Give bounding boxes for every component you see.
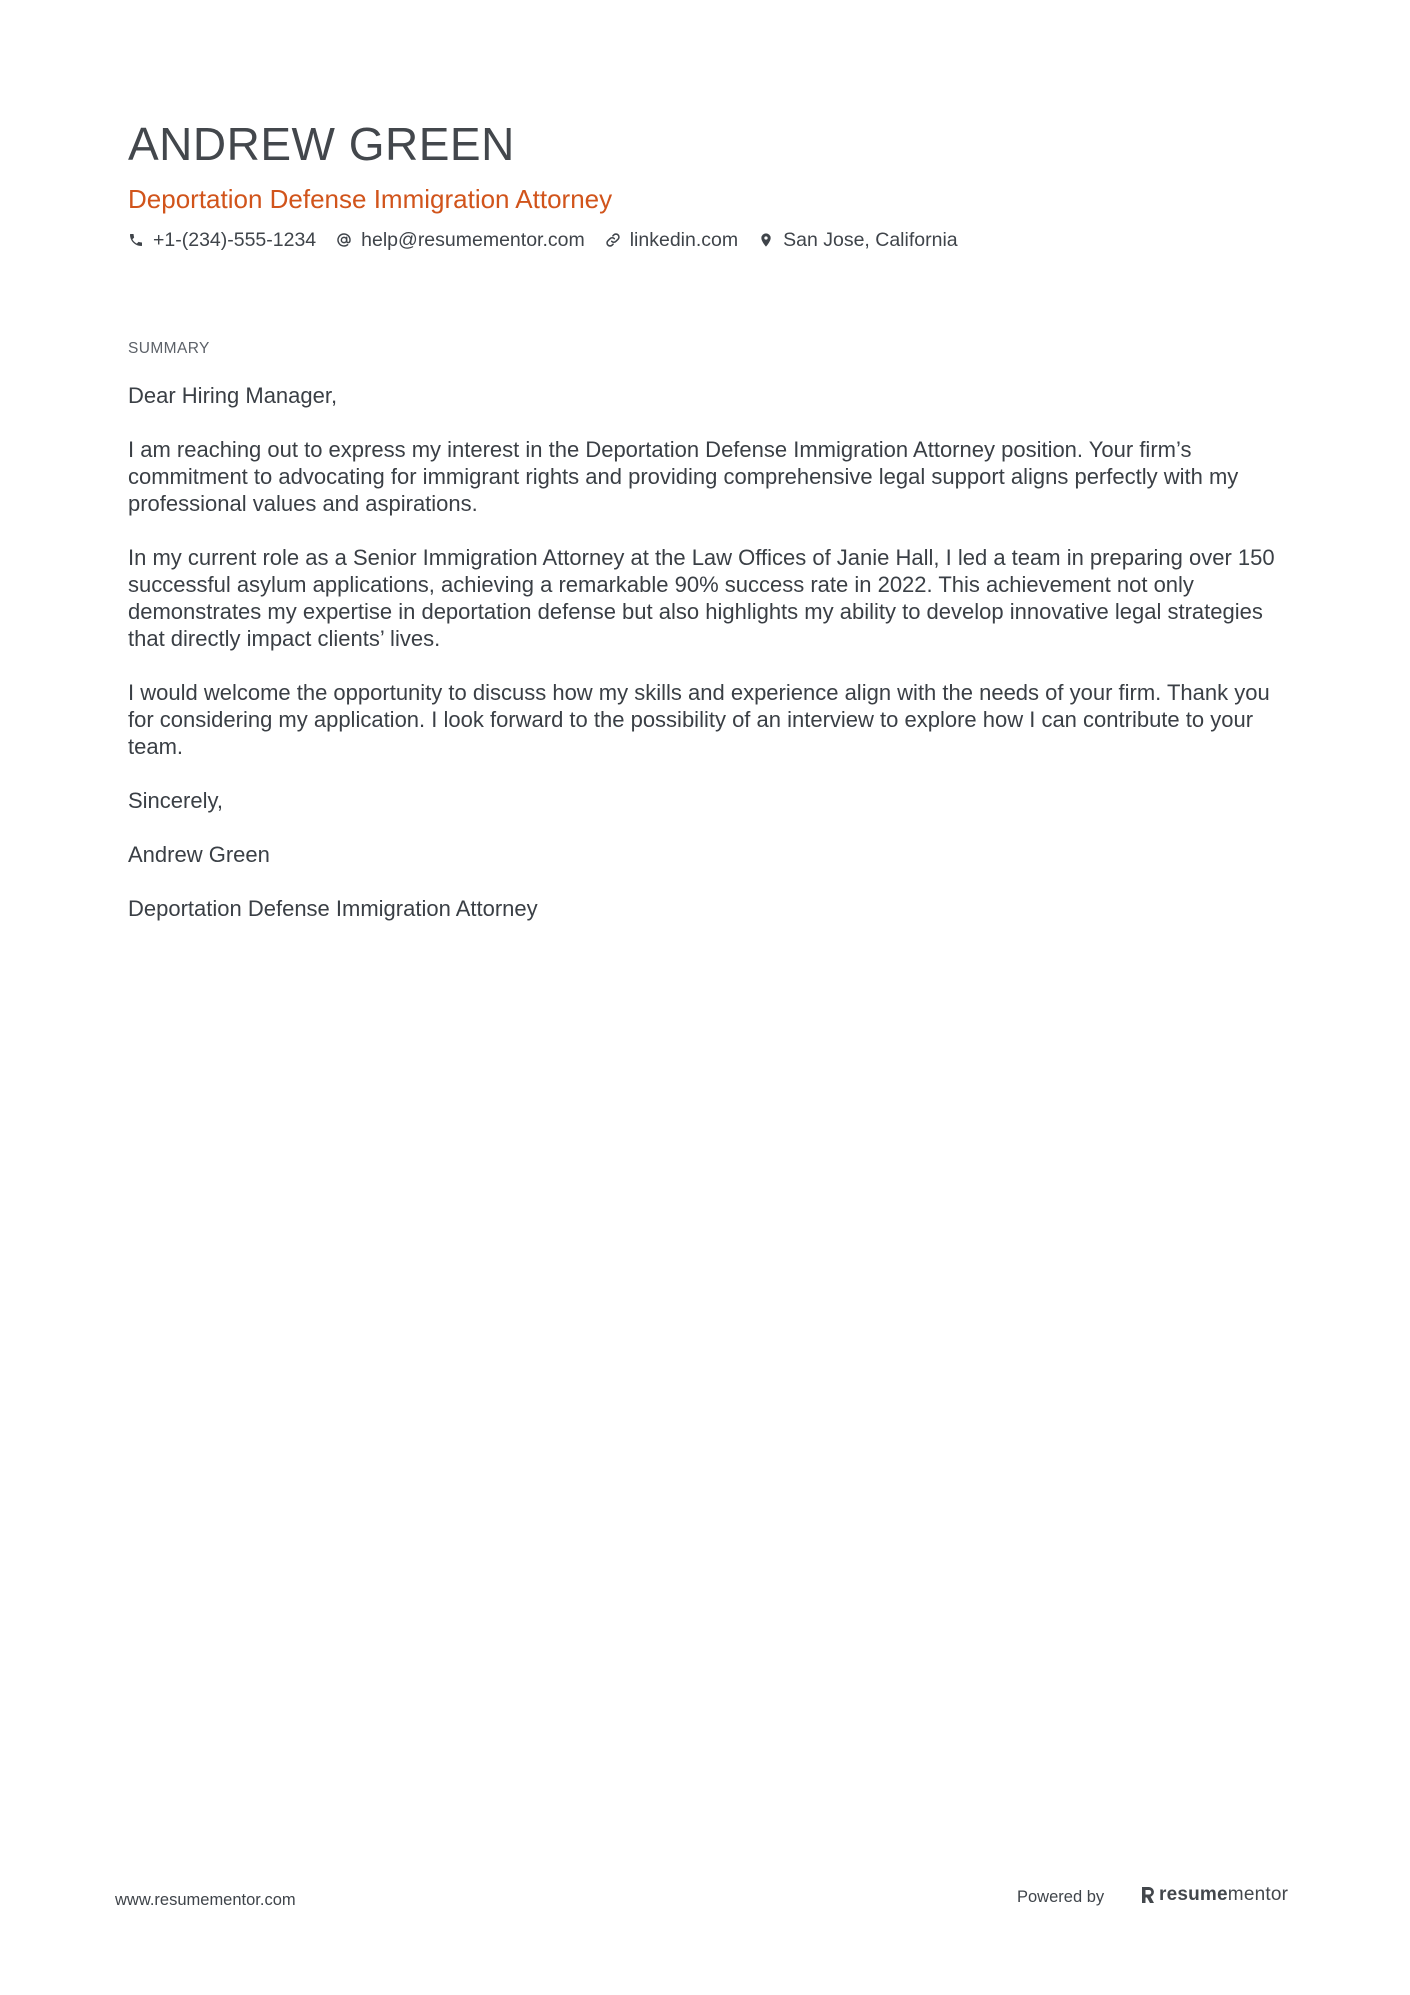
contact-row (128, 226, 978, 254)
brand-text-bold: resume (1159, 1884, 1228, 1905)
letter-body (128, 382, 1288, 949)
letter-closing: Sincerely, (128, 788, 223, 813)
signature-title: Deportation Defense Immigration Attorney (128, 896, 538, 921)
contact-linkedin-text[interactable]: linkedin.com (629, 228, 739, 251)
contact-location-text: San Jose, California (783, 228, 958, 251)
applicant-title: Deportation Defense Immigration Attorney (128, 184, 613, 214)
phone-icon (128, 232, 144, 248)
applicant-name: ANDREW GREEN (128, 118, 515, 170)
link-icon (605, 232, 621, 248)
at-icon (336, 232, 352, 248)
signature-name: Andrew Green (128, 842, 270, 867)
letter-greeting: Dear Hiring Manager, (128, 383, 338, 408)
location-pin-icon (758, 232, 774, 248)
letter-paragraph: I am reaching out to express my interest in the Deportation Defense Immigration Attorney position. Your firm’s commitment to advocating for immigrant rights and providing comprehensive legal support aligns perfectly with my professional values and aspirations. (128, 437, 1239, 516)
powered-by-label: Powered by (1017, 1888, 1105, 1906)
brand-text-light: mentor (1227, 1884, 1289, 1905)
contact-phone (128, 229, 316, 252)
footer-url[interactable]: www.resumementor.com (115, 1891, 296, 1909)
contact-phone-text: +1-(234)-555-1234 (153, 228, 317, 251)
contact-email[interactable] (336, 229, 585, 252)
section-label-summary: SUMMARY (128, 340, 210, 357)
letter-paragraph: In my current role as a Senior Immigration Attorney at the Law Offices of Janie Hall, I led a team in preparing over 150 successful asylum applications, achieving a remarkable 90% success rate in 2022. This achievement not only demonstrates my expertise in deportation defense but also highlights my ability to develop innovative legal strategies that directly impact clients’ lives. (128, 545, 1275, 651)
resumementor-logo-icon (1140, 1885, 1156, 1905)
letter-paragraph: I would welcome the opportunity to discuss how my skills and experience align with the needs of your firm. Thank you for considering my application. I look forward to the possibility of an interview to explore how I can contribute to your team. (128, 680, 1270, 759)
contact-linkedin[interactable] (605, 229, 738, 252)
contact-email-text[interactable]: help@resumementor.com (361, 228, 585, 251)
contact-location (758, 229, 958, 252)
brand-logo[interactable] (1140, 1884, 1288, 1906)
